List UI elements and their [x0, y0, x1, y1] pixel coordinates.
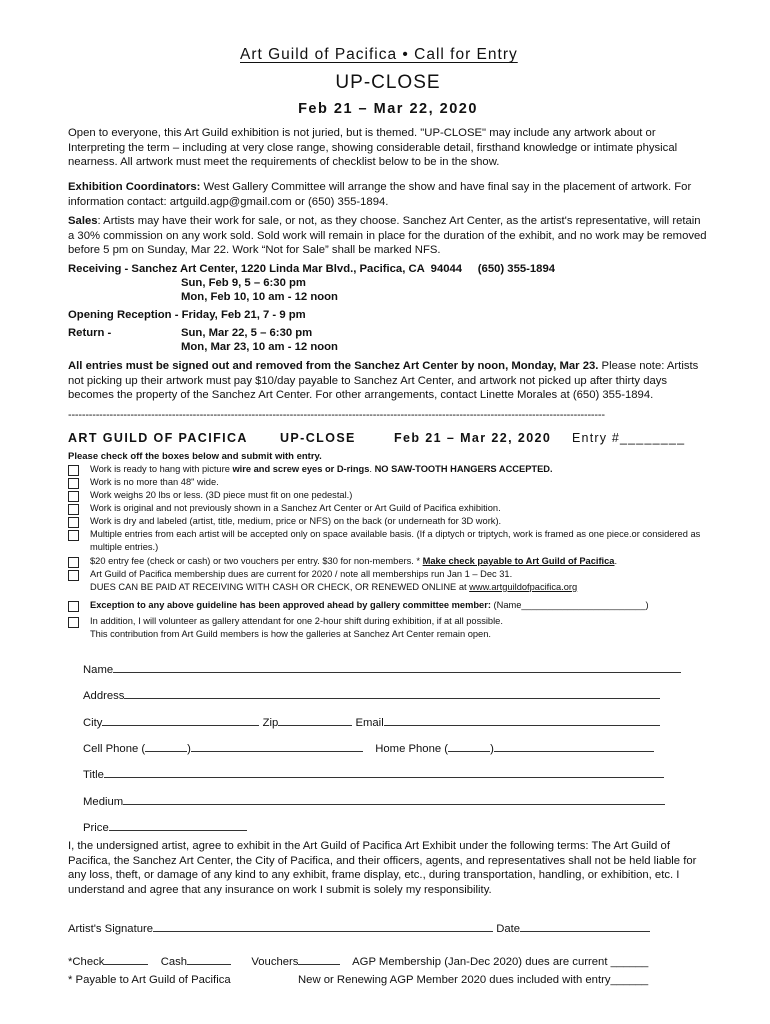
- item-text-bold: NO SAW-TOOTH HANGERS ACCEPTED.: [374, 464, 553, 474]
- address-label: Address: [83, 690, 125, 702]
- checkbox-weight[interactable]: [68, 491, 79, 502]
- call-for-entry-heading: Art Guild of Pacifica • Call for Entry: [240, 46, 518, 63]
- form-org: ART GUILD OF PACIFICA: [68, 431, 248, 445]
- title-label: Title: [83, 769, 104, 781]
- name-field[interactable]: [113, 660, 681, 673]
- check-label: *Check: [68, 956, 105, 968]
- pickup-text: Please note: Artists not picking up their artwork must pay $10/day payable to Sanchez Art Center, and artwork not picked up after thirty days becomes the property of the Sanchez Art Center. For other arrangements, contact Linette Morales at (650) 355-1894.: [68, 360, 699, 402]
- signature-field[interactable]: [153, 919, 493, 932]
- checkbox-hanging[interactable]: [68, 465, 79, 476]
- email-label: Email: [355, 717, 384, 729]
- pickup-bold: All entries must be signed out and removed from the Sanchez Art Center by noon, Monday, Mar 23.: [68, 360, 599, 372]
- pickup-paragraph: [68, 359, 708, 403]
- item-text: .: [369, 464, 375, 474]
- home-area-code-field[interactable]: [448, 739, 490, 752]
- medium-field[interactable]: [123, 792, 665, 805]
- title-field[interactable]: [104, 765, 664, 778]
- return-date-1: Sun, Mar 22, 5 – 6:30 pm: [181, 327, 313, 339]
- guild-website-link[interactable]: www.artguildofpacifica.org: [469, 581, 578, 592]
- zip-field[interactable]: [278, 713, 352, 726]
- item-text-bold: Make check payable to Art Guild of Pacifica: [422, 556, 615, 566]
- item-text: In addition, I will volunteer as gallery attendant for one 2-hour shift during exhibition, if at all possible.: [90, 616, 503, 626]
- coordinators-paragraph: [68, 180, 708, 209]
- checklist-item-original: Work is original and not previously shown in a Sanchez Art Center or Art Guild of Pacifica exhibition.: [90, 503, 501, 513]
- exhibition-title: UP-CLOSE: [335, 72, 441, 93]
- zip-label: Zip: [262, 717, 279, 729]
- cash-field[interactable]: [187, 952, 231, 965]
- signature-row: [68, 919, 650, 935]
- opening-reception: Opening Reception - Friday, Feb 21, 7 - 9 pm: [68, 309, 306, 321]
- phone-row: [83, 739, 654, 755]
- receiving-date-1: Sun, Feb 9, 5 – 6:30 pm: [181, 277, 306, 289]
- checkbox-exception[interactable]: [68, 601, 79, 612]
- entry-number: Entry #________: [572, 431, 686, 445]
- item-text: This contribution from Art Guild members is how the galleries at Sanchez Art Center remain open.: [90, 628, 491, 639]
- intro-paragraph: Open to everyone, this Art Guild exhibition is not juried, but is themed. "UP-CLOSE" may include any artwork about or Interpreting the term – including at very close range, showing considerable detail, firsthand knowledge or intimate physical nearness. All artwork must meet the requirements of checklist below to be in the show.: [68, 127, 678, 169]
- receiving-line: Receiving - Sanchez Art Center, 1220 Linda Mar Blvd., Pacifica, CA 94044 (650) 355-1894: [68, 263, 556, 275]
- item-text-bold: Exception to any above guideline has been approved ahead by gallery committee member:: [90, 600, 491, 610]
- checklist-item-fee: [90, 555, 710, 568]
- item-text: (Name________________________): [490, 600, 649, 610]
- date-field[interactable]: [520, 919, 650, 932]
- form-show: UP-CLOSE: [280, 431, 356, 445]
- checklist-item-exception: [90, 599, 710, 612]
- checkbox-width[interactable]: [68, 478, 79, 489]
- item-text-line: [90, 581, 710, 594]
- sales-label: Sales: [68, 215, 98, 227]
- checkbox-fee[interactable]: [68, 557, 79, 568]
- address-field[interactable]: [124, 686, 660, 699]
- renew-dues-line: New or Renewing AGP Member 2020 dues included with entry______: [298, 974, 649, 986]
- checklist-item-weight: Work weighs 20 lbs or less. (3D piece must fit on one pedestal.): [90, 490, 353, 500]
- price-label: Price: [83, 822, 109, 834]
- name-label: Name: [83, 664, 114, 676]
- receiving-date-2: Mon, Feb 10, 10 am - 12 noon: [181, 291, 338, 303]
- agp-dues-line: AGP Membership (Jan-Dec 2020) dues are current ______: [352, 956, 649, 968]
- signature-label: Artist's Signature: [68, 923, 154, 935]
- checkbox-membership[interactable]: [68, 570, 79, 581]
- item-text: .: [614, 556, 618, 566]
- item-text: $20 entry fee (check or cash) or two vouchers per entry. $30 for non-members. *: [90, 556, 423, 566]
- address-row: [83, 686, 660, 702]
- checkbox-labeled[interactable]: [68, 517, 79, 528]
- price-row: [83, 818, 247, 834]
- item-text: DUES CAN BE PAID AT RECEIVING WITH CASH OR CHECK, OR RENEWED ONLINE at: [90, 581, 470, 592]
- return-date-2: Mon, Mar 23, 10 am - 12 noon: [181, 341, 338, 353]
- email-field[interactable]: [384, 713, 660, 726]
- title-row: [83, 765, 664, 781]
- date-label: Date: [496, 923, 521, 935]
- price-field[interactable]: [109, 818, 247, 831]
- cell-phone-field[interactable]: [191, 739, 363, 752]
- cell-label: Cell Phone (: [83, 743, 146, 755]
- checklist-item-labeled: Work is dry and labeled (artist, title, medium, price or NFS) on the back (or underneath for 3D work).: [90, 516, 502, 526]
- check-field[interactable]: [104, 952, 148, 965]
- payment-row: [68, 952, 648, 968]
- checklist-item-membership: [90, 568, 710, 594]
- liability-agreement: I, the undersigned artist, agree to exhibit in the Art Guild of Pacifica Art Exhibit under the following terms: The Art Guild of Pacifica, the Sanchez Art Center, the City of Pacifica, and their officers, agents, and representatives shall not be held liable for any loss, theft, or damage of any kind to any exhibit, frame display, etc., during transportation, handling, or exhibition, etc. I understand and agree that any insurance on work I submit is solely my responsibility.: [68, 840, 697, 896]
- home-paren: ): [490, 743, 494, 755]
- city-zip-email-row: [83, 713, 660, 729]
- item-text: Art Guild of Pacifica membership dues are current for 2020 / note all memberships run Jan 1 – Dec 31.: [90, 569, 513, 579]
- medium-row: [83, 792, 665, 808]
- cell-area-code-field[interactable]: [145, 739, 187, 752]
- home-label: Home Phone (: [375, 743, 449, 755]
- coordinators-text: West Gallery Committee will arrange the show and have final say in the placement of artwork. For information contact: artguild.agp@gmail.com or (650) 355-1894.: [68, 181, 692, 208]
- payable-note: * Payable to Art Guild of Pacifica: [68, 974, 231, 986]
- vouchers-field[interactable]: [298, 952, 340, 965]
- city-field[interactable]: [102, 713, 259, 726]
- item-text-bold: wire and screw eyes or D-rings: [232, 464, 370, 474]
- form-dates: Feb 21 – Mar 22, 2020: [394, 431, 552, 445]
- name-row: [83, 660, 681, 676]
- checklist-item-hanging: [90, 463, 710, 476]
- item-text: Work is ready to hang with picture: [90, 464, 233, 474]
- checklist-intro: Please check off the boxes below and submit with entry.: [68, 451, 322, 462]
- checkbox-multiple[interactable]: [68, 530, 79, 541]
- exhibition-dates: Feb 21 – Mar 22, 2020: [298, 101, 478, 117]
- cut-line: -----------------------------------------------------------------------------------------------------------------------------------------------------------: [68, 409, 605, 421]
- cell-paren: ): [187, 743, 191, 755]
- vouchers-label: Vouchers: [251, 956, 299, 968]
- checklist-item-width: Work is no more than 48" wide.: [90, 477, 219, 487]
- sales-text: : Artists may have their work for sale, or not, as they choose. Sanchez Art Center, as the artist's representative, will retain a 30% commission on any work sold. Sold work will remain in place for the duration of the exhibit, and no work may be removed before 5 pm on Sunday, Mar 22. Work “Not for Sale” shall be marked NFS.: [68, 215, 707, 257]
- checkbox-original[interactable]: [68, 504, 79, 515]
- return-label: Return -: [68, 327, 112, 339]
- home-phone-field[interactable]: [494, 739, 654, 752]
- coordinators-label: Exhibition Coordinators:: [68, 181, 201, 193]
- checklist-item-volunteer: [90, 615, 710, 641]
- checkbox-volunteer[interactable]: [68, 617, 79, 628]
- checklist-item-multiple: Multiple entries from each artist will be accepted only on space available basis. (If a diptych or triptych, work is framed as one piece.or considered as multiple entries.): [90, 529, 701, 552]
- sales-paragraph: [68, 214, 708, 258]
- city-label: City: [83, 717, 103, 729]
- cash-label: Cash: [160, 956, 188, 968]
- medium-label: Medium: [83, 796, 124, 808]
